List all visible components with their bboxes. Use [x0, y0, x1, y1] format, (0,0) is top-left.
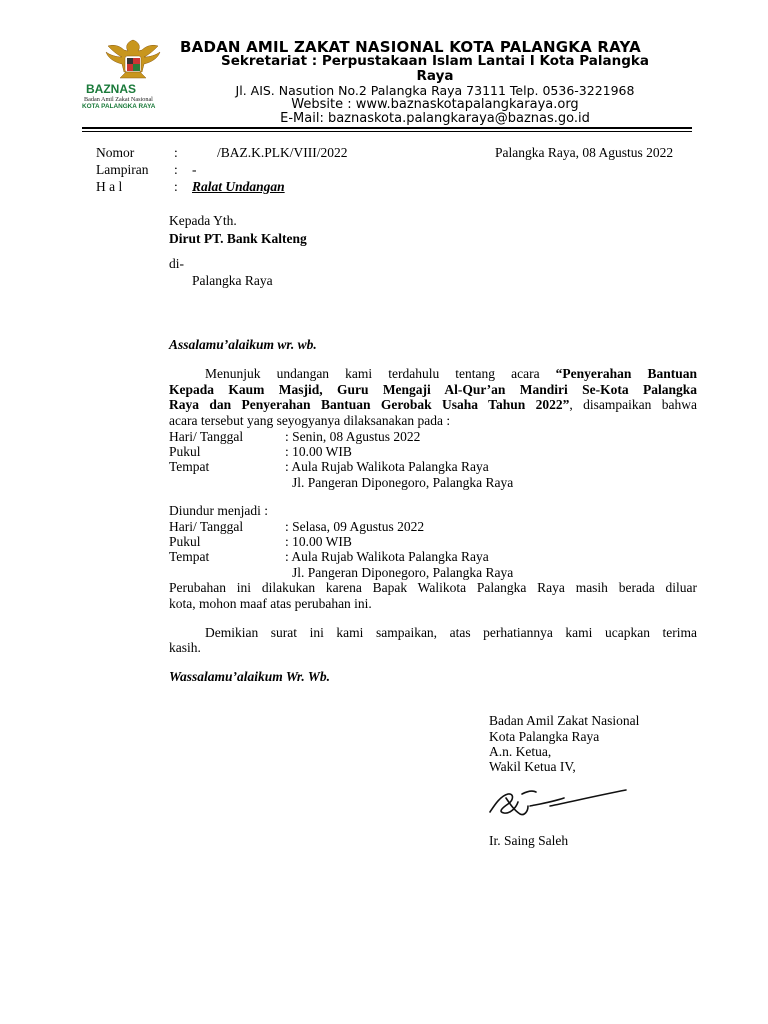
lampiran-value: - [192, 162, 197, 177]
recipient-di: di- [169, 256, 184, 271]
paragraph-1-text: Menunjuk undangan kami terdahulu tentang acara [205, 366, 556, 381]
postponed-label: Diundur menjadi : [169, 503, 268, 518]
secretariat-line-2: Raya [416, 68, 454, 84]
nomor-colon: : [174, 145, 178, 160]
header-rule-thick [82, 127, 692, 129]
handwritten-signature [480, 776, 640, 826]
orig-place-address: Jl. Pangeran Diponegoro, Palangka Raya [292, 475, 514, 490]
garuda-emblem-icon [80, 38, 186, 118]
secretariat-line-1: Sekretariat : Perpustakaan Islam Lantai I Kota Palangka [221, 53, 649, 69]
baznas-logo [80, 38, 186, 118]
new-day-label: Hari/ Tanggal [169, 519, 244, 534]
signature-icon [480, 776, 640, 826]
paragraph-1-line-1 [205, 366, 697, 382]
secretariat [185, 54, 685, 84]
orig-time-label: Pukul [169, 444, 201, 459]
signature-city: Kota Palangka Raya [489, 729, 600, 744]
hal-label: H a l [96, 179, 123, 194]
new-time-label: Pukul [169, 534, 201, 549]
header-rule-thin [82, 131, 692, 132]
paragraph-1-line-3 [169, 397, 697, 413]
new-place-label: Tempat [169, 549, 210, 564]
org-name: BADAN AMIL ZAKAT NASIONAL KOTA PALANGKA RAYA [180, 38, 641, 56]
recipient-salutation: Kepada Yth. [169, 213, 237, 228]
website: Website : www.baznaskotapalangkaraya.org [291, 97, 579, 112]
recipient-city: Palangka Raya [192, 273, 273, 288]
lampiran-label: Lampiran [96, 162, 149, 177]
hal-colon: : [174, 179, 178, 194]
orig-day-label: Hari/ Tanggal [169, 429, 244, 444]
signature-role-2: Wakil Ketua IV, [489, 759, 576, 774]
logo-subline: KOTA PALANGKA RAYA [82, 103, 156, 110]
orig-day-value: : Senin, 08 Agustus 2022 [285, 429, 421, 444]
new-time-value: : 10.00 WIB [285, 534, 352, 549]
reason-line-2: kota, mohon maaf atas perubahan ini. [169, 596, 372, 611]
opening-greeting: Assalamu’alaikum wr. wb. [169, 337, 317, 352]
hal-value: Ralat Undangan [192, 179, 285, 194]
signature-role-1: A.n. Ketua, [489, 744, 552, 759]
closing-line-1: Demikian surat ini kami sampaikan, atas perhatiannya kami ucapkan terima [205, 625, 697, 640]
place-date: Palangka Raya, 08 Agustus 2022 [495, 145, 674, 160]
nomor-label: Nomor [96, 145, 135, 160]
nomor-value: /BAZ.K.PLK/VIII/2022 [217, 145, 348, 160]
logo-tagline: Badan Amil Zakat Nasional [84, 96, 153, 103]
orig-place-value: : Aula Rujab Walikota Palangka Raya [285, 459, 489, 474]
address: Jl. AIS. Nasution No.2 Palangka Raya 73111 Telp. 0536-3221968 [235, 83, 635, 98]
signature-org: Badan Amil Zakat Nasional [489, 713, 640, 728]
orig-time-value: : 10.00 WIB [285, 444, 352, 459]
paragraph-1-line-2: Kepada Kaum Masjid, Guru Mengaji Al-Qur’an Mandiri Se-Kota Palangka [169, 382, 697, 397]
event-title-start: “Penyerahan Bantuan [555, 366, 697, 381]
new-place-address: Jl. Pangeran Diponegoro, Palangka Raya [292, 565, 514, 580]
lampiran-colon: : [174, 162, 178, 177]
paragraph-1-continuation: , disampaikan bahwa [569, 397, 697, 412]
orig-place-label: Tempat [169, 459, 210, 474]
paragraph-1-line-4: acara tersebut yang seyogyanya dilaksanakan pada : [169, 413, 451, 428]
signatory-name: Ir. Saing Saleh [489, 833, 569, 848]
new-day-value: : Selasa, 09 Agustus 2022 [285, 519, 425, 534]
recipient-name: Dirut PT. Bank Kalteng [169, 231, 307, 246]
closing-greeting: Wassalamu’alaikum Wr. Wb. [169, 669, 331, 684]
closing-line-2: kasih. [169, 640, 201, 655]
logo-brand: BAZNAS [86, 82, 136, 96]
email: E-Mail: baznaskota.palangkaraya@baznas.go.id [280, 111, 590, 126]
reason-line-1: Perubahan ini dilakukan karena Bapak Walikota Palangka Raya masih berada diluar [169, 580, 697, 595]
event-title-end: Raya dan Penyerahan Bantuan Gerobak Usaha Tahun 2022” [169, 397, 570, 412]
new-place-value: : Aula Rujab Walikota Palangka Raya [285, 549, 489, 564]
